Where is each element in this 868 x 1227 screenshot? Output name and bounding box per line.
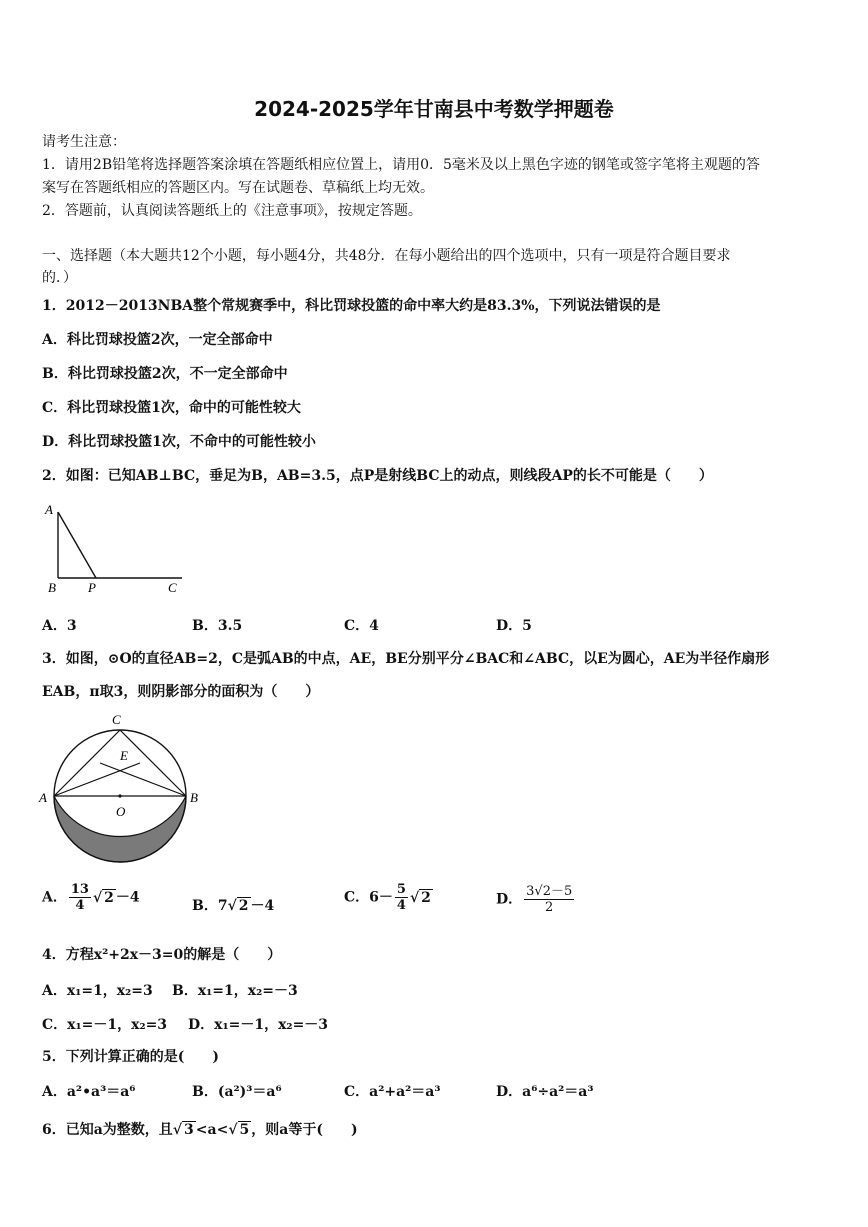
q2-label-c: C — [168, 580, 177, 595]
q5-option-a: A．a²•a³＝a⁶ — [42, 1084, 136, 1100]
q4-option-b: B．x₁=1，x₂=－3 — [172, 983, 298, 999]
q3-stem-line2: EAB，π取3，则阴影部分的面积为（ ） — [42, 684, 320, 700]
q2-label-p: P — [88, 580, 96, 595]
q3-label-b: B — [190, 790, 198, 805]
q1-option-c: C．科比罚球投篮1次，命中的可能性较大 — [42, 400, 301, 416]
section-heading-line2: 的．） — [42, 270, 77, 286]
q2-label-b: B — [48, 580, 56, 595]
q3-option-c: C．6－ $\frac{5}{4}$ √ 2 — [344, 882, 431, 913]
q1-option-a: A．科比罚球投篮2次，一定全部命中 — [42, 332, 273, 348]
notice-item-1b: 案写在答题纸相应的答题区内。写在试题卷、草稿纸上均无效。 — [42, 180, 434, 196]
q4-option-a: A．x₁=1，x₂=3 — [42, 983, 153, 999]
q3-stem-line1: 3．如图，⊙O的直径AB=2，C是弧AB的中点，AE，BE分别平分∠BAC和∠ABC，以E为圆心，AE为半径作扇形 — [42, 651, 770, 667]
q2-option-c: C．4 — [344, 618, 379, 634]
q5-option-b: B．(a²)³＝a⁶ — [192, 1084, 282, 1100]
q4-option-c: C．x₁=－1，x₂=3 — [42, 1017, 168, 1033]
q3-figure — [36, 708, 216, 868]
q5-option-c: C．a²+a²＝a³ — [344, 1084, 441, 1100]
q3-label-a: A — [39, 790, 47, 805]
q1-option-b: B．科比罚球投篮2次，不一定全部命中 — [42, 366, 288, 382]
q4-option-d: D．x₁=－1，x₂=－3 — [188, 1017, 329, 1033]
q2-stem: 2．如图：已知AB⊥BC，垂足为B，AB=3.5，点P是射线BC上的动点，则线段AP的长不可能是（ ） — [42, 468, 713, 484]
q3-label-c: C — [112, 712, 121, 727]
exam-title: 2024-2025学年甘南县中考数学押题卷 — [254, 97, 614, 121]
q5-stem: 5．下列计算正确的是( ) — [42, 1049, 219, 1065]
q3-label-o: O — [116, 804, 126, 819]
notice-item-2: 2．答题前，认真阅读答题纸上的《注意事项》，按规定答题。 — [42, 203, 422, 219]
q2-option-d: D．5 — [496, 618, 532, 634]
q3-option-a: A． $\frac{13}{4}$ √ 2 －4 — [42, 882, 140, 913]
q3-option-d: D． $\frac{3√2-5}{2}$ — [496, 884, 573, 915]
q6-stem: 6．已知a为整数，且√ 3 <a<√ 5 ，则a等于( ) — [42, 1122, 358, 1138]
notice-heading: 请考生注意： — [42, 134, 126, 150]
q1-option-d: D．科比罚球投篮1次，不命中的可能性较小 — [42, 434, 316, 450]
notice-item-1a: 1．请用2B铅笔将选择题答案涂填在答题纸相应位置上，请用0．5毫米及以上黑色字迹的钢笔或签字笔将主观题的答 — [42, 157, 760, 173]
section-heading-line1: 一、选择题（本大题共12个小题，每小题4分，共48分．在每小题给出的四个选项中，只有一项是符合题目要求 — [42, 248, 731, 264]
q2-option-a: A．3 — [42, 618, 77, 634]
q2-option-b: B．3.5 — [192, 618, 243, 634]
q4-stem: 4．方程x²+2x－3=0的解是（ ） — [42, 947, 282, 963]
q5-option-d: D．a⁶÷a²＝a³ — [496, 1084, 594, 1100]
q3-label-e: E — [120, 748, 128, 763]
q2-label-a: A — [45, 502, 53, 517]
q3-option-b: B．7√ 2 －4 — [192, 898, 275, 914]
q2-figure — [42, 500, 192, 600]
q1-stem: 1．2012－2013NBA整个常规赛季中，科比罚球投篮的命中率大约是83.3%，下列说法错误的是 — [42, 298, 661, 314]
